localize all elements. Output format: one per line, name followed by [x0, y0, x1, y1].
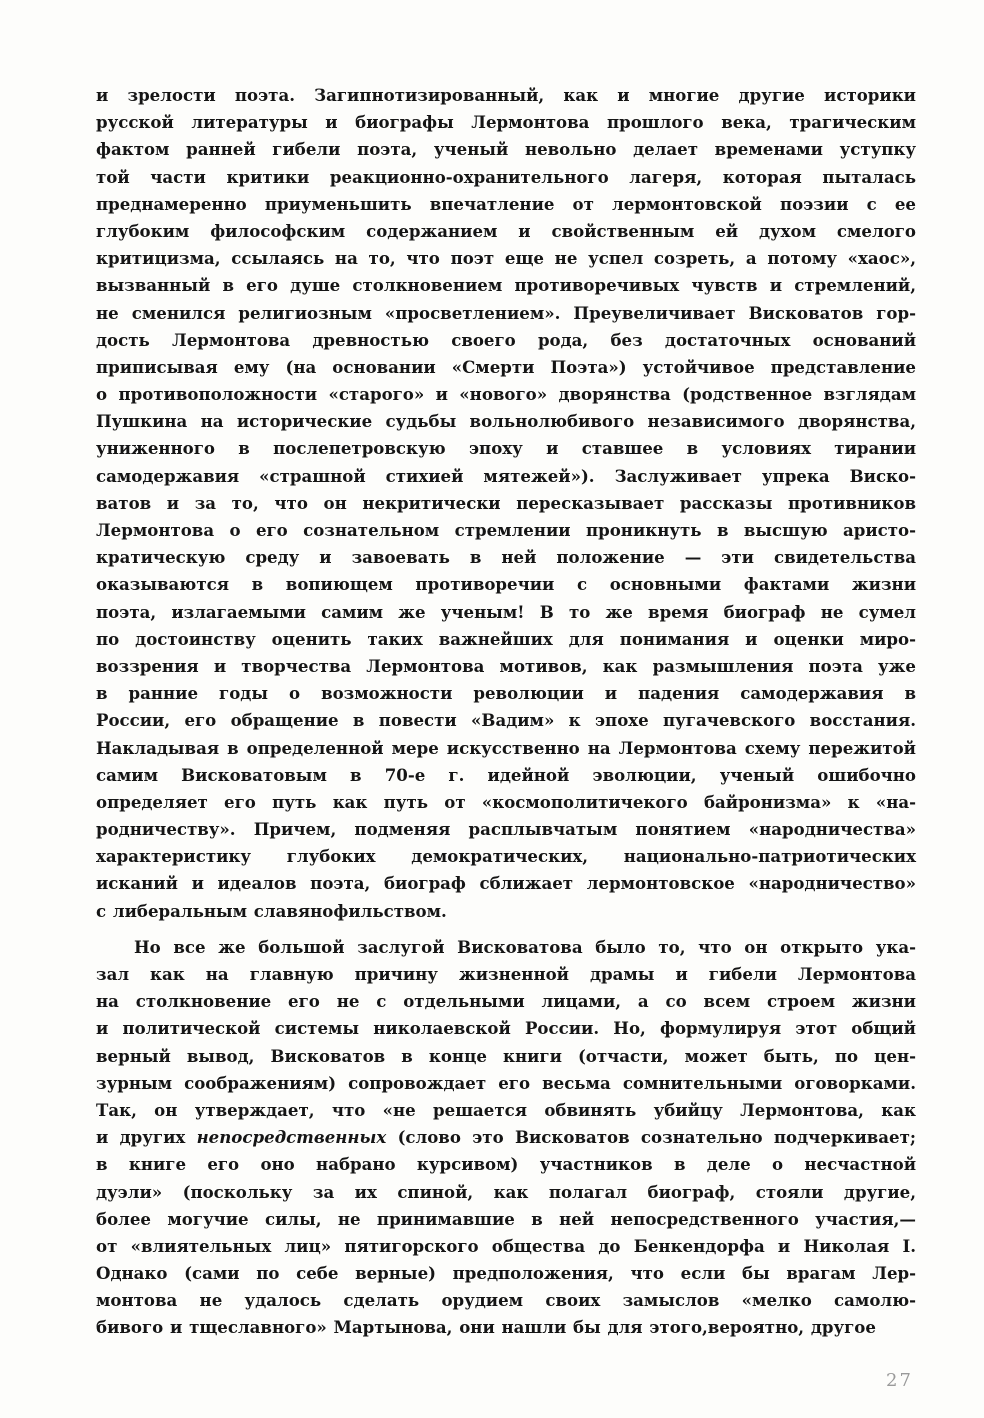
text-line: преднамеренно приуменьшить впечатление от лермонтовской поэзии с ее	[96, 193, 916, 214]
text-line: воззрения и творчества Лермонтова мотивов, как размышления поэта уже	[96, 655, 916, 676]
text-line: более могучие силы, не принимавшие в ней непосредственного участия,—	[96, 1208, 916, 1229]
text-line: той части критики реакционно-охранительного лагеря, которая пыталась	[96, 166, 916, 187]
text-line: России, его обращение в повести «Вадим» к эпохе пугачевского восстания.	[96, 710, 916, 731]
text-line: Накладывая в определенной мере искусственно на Лермонтова схему пережитой	[96, 737, 916, 758]
page-body	[96, 82, 916, 1342]
paragraph-gap	[96, 925, 916, 934]
text-line: с либеральным славянофильством.	[96, 900, 447, 921]
text-line: исканий и идеалов поэта, биограф сближает лермонтовское «народничество»	[96, 873, 916, 894]
text-line: Однако (сами по себе верные) предположения, что если бы врагам Лер-	[96, 1263, 916, 1284]
paragraph	[96, 934, 916, 1342]
text-line: в ранние годы о возможности революции и падения самодержавия в	[96, 683, 916, 704]
text-line: о противоположности «старого» и «нового» дворянства (родственное взглядам	[96, 384, 916, 405]
text-line: оказываются в вопиющем противоречии с основными фактами жизни	[96, 574, 916, 595]
text-line: кратическую среду и завоевать в ней положение — эти свидетельства	[96, 547, 916, 568]
text-line: зал как на главную причину жизненной драмы и гибели Лермонтова	[96, 964, 916, 984]
text-line: по достоинству оценить таких важнейших для понимания и оценки миро-	[96, 628, 916, 649]
emphasized-word: непосредственных	[196, 1127, 387, 1148]
text-line: русской литературы и биографы Лермонтова прошлого века, трагическим	[96, 112, 916, 133]
text-line: и других непосредственных (слово это Висковатов сознательно подчеркивает;	[96, 1127, 916, 1148]
text-line: самодержавия «страшной стихией мятежей»). Заслуживает упрека Виско-	[96, 465, 916, 486]
text-line: не сменился религиозным «просветлением». Преувеличивает Висковатов гор-	[96, 302, 916, 323]
text-line: на столкновение его не с отдельными лицами, а со всем строем жизни	[96, 991, 916, 1012]
text-line: глубоким философским содержанием и свойственным ей духом смелого	[96, 220, 916, 241]
text-line: Лермонтова о его сознательном стремлении проникнуть в высшую аристо-	[96, 520, 916, 540]
text-line: определяет его путь как путь от «космополитичекого байронизма» к «на-	[96, 791, 916, 812]
text-line: характеристику глубоких демократических, национально-патриотических	[96, 846, 916, 867]
text-line: ватов и за то, что он некритически пересказывает рассказы противников	[96, 492, 916, 513]
text-line: критицизма, ссылаясь на то, что поэт еще не успел созреть, а потому «хаос»,	[96, 248, 916, 269]
text-line: Так, он утверждает, что «не решается обвинять убийцу Лермонтова, как	[96, 1099, 916, 1120]
text-line: в книге его оно набрано курсивом) участников в деле о несчастной	[96, 1154, 916, 1175]
text-line: приписывая ему (на основании «Смерти Поэта») устойчивое представление	[96, 356, 916, 377]
text-line: вызванный в его душе столкновением противоречивых чувств и стремлений,	[96, 275, 916, 296]
text-line: самим Висковатовым в 70-е г. идейной эволюции, ученый ошибочно	[96, 764, 916, 785]
text-line: родничеству». Причем, подменяя расплывчатым понятием «народничества»	[96, 819, 916, 840]
text-line: бивого и тщеславного» Мартынова, они нашли бы для этого,вероятно, другое	[96, 1317, 876, 1338]
text-line: Пушкина на исторические судьбы вольнолюбивого независимого дворянства,	[96, 411, 916, 432]
text-line: монтова не удалось сделать орудием своих замыслов «мелко самолю-	[96, 1290, 916, 1311]
text-line: дуэли» (поскольку за их спиной, как полагал биограф, стояли другие,	[96, 1181, 916, 1202]
page-number: 27	[886, 1370, 913, 1391]
text-line: фактом ранней гибели поэта, ученый невольно делает временами уступку	[96, 139, 916, 160]
text-line: дость Лермонтова древностью своего рода, без достаточных оснований	[96, 329, 916, 350]
text-line: поэта, излагаемыми самим же ученым! В то же время биограф не сумел	[96, 601, 916, 622]
paragraph	[96, 82, 916, 925]
text-line: и зрелости поэта. Загипнотизированный, как и многие другие историки	[96, 85, 916, 105]
text-line: и политической системы николаевской России. Но, формулируя этот общий	[96, 1018, 916, 1039]
text-line: униженного в послепетровскую эпоху и ставшее в условиях тирании	[96, 438, 916, 459]
text-line: зурным соображениям) сопровождает его весьма сомнительными оговорками.	[96, 1072, 916, 1093]
text-line: верный вывод, Висковатов в конце книги (отчасти, может быть, по цен-	[96, 1045, 916, 1066]
text-line: Но все же большой заслугой Висковатова было то, что он открыто ука-	[134, 936, 916, 957]
text-line: от «влиятельных лиц» пятигорского общества до Бенкендорфа и Николая I.	[96, 1235, 916, 1256]
